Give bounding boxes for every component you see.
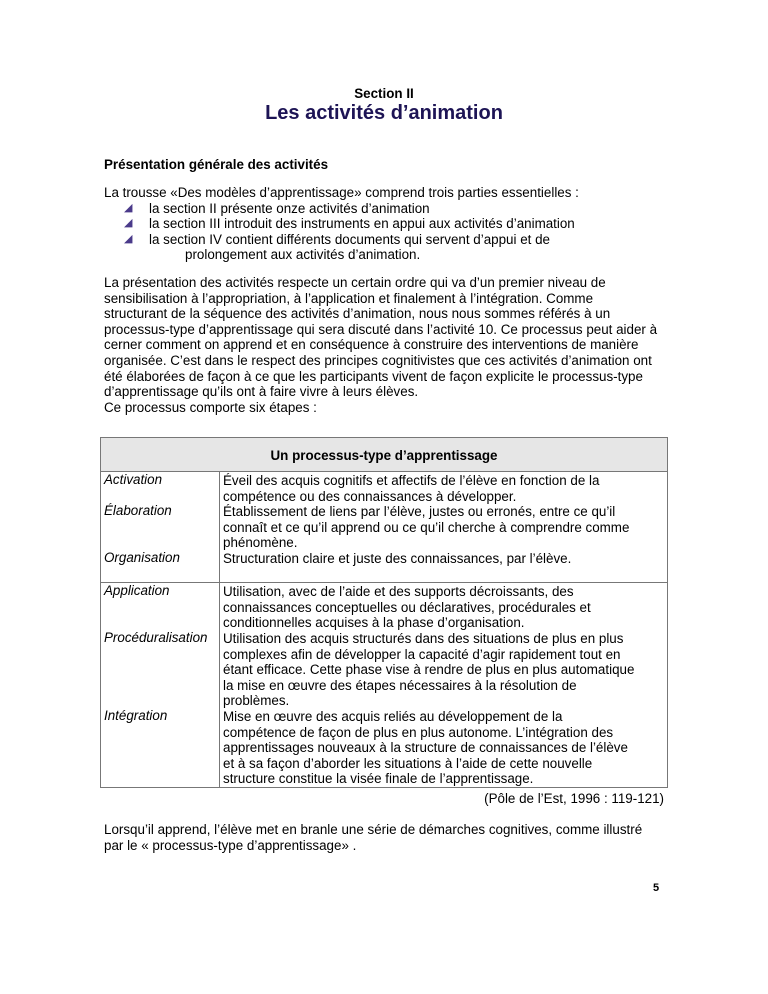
list-item	[124, 201, 664, 217]
term-proceduralisation: Procéduralisation	[104, 629, 208, 645]
bullet-text: la section IV contient différents documents qui servent d’appui et de	[149, 231, 550, 247]
term-activation: Activation	[104, 472, 163, 487]
description-line: problèmes.	[223, 693, 290, 709]
description-line: Utilisation des acquis structurés dans des situations de plus en plus	[223, 630, 624, 646]
term-application: Application	[104, 583, 170, 599]
page-title: Les activités d’animation	[265, 102, 503, 124]
description-line: Établissement de liens par l’élève, justes ou erronés, entre ce qu’il	[223, 504, 616, 520]
description-line: complexes afin de développer la capacité d’agir rapidement tout en	[223, 646, 621, 662]
subheading: Présentation générale des activités	[104, 157, 329, 172]
list-item	[124, 216, 664, 232]
paragraph-text: La présentation des activités respecte un certain ordre qui va d’un premier niveau de sensibilisation à l’appropriation, à l’application et finalement à l’intégration. Comme structurant de la séquence des activités d’animation, nous nous sommes référés à un processus-type d’apprentissage qui sera discuté dans l’activité 10. Ce processus peut aider à cerner comment on apprend et en conséquence à construire des interventions de manière organisée. C’est dans le respect des principes cognitivistes que ces activités d’animation ont été élaborées de façon à ce que les participants vivent de façon explicite le processus-type d’apprentissage qu’ils ont à faire vivre à leurs élèves.	[104, 275, 658, 400]
arrow-bullet-icon: ◢	[124, 201, 133, 214]
term-cell	[101, 583, 220, 788]
bullet-continuation: prolongement aux activités d’animation.	[185, 247, 421, 263]
description-line: conditionnelles acquises à la phase d’organisation.	[223, 615, 525, 631]
arrow-bullet-icon: ◢	[124, 217, 133, 230]
description-cell	[220, 583, 668, 788]
closing-paragraph: Lorsqu’il apprend, l’élève met en branle une série de démarches cognitives, comme illustré par le « processus-type d’apprentissage» .	[104, 822, 643, 853]
term-organisation: Organisation	[104, 549, 180, 565]
description-line: Structuration claire et juste des connaissances, par l’élève.	[223, 550, 572, 566]
description-line: apprentissages nouveaux à la structure de connaissances de l’élève	[223, 740, 628, 756]
section-label: Section II	[354, 86, 414, 101]
table-title: Un processus-type d’apprentissage	[101, 438, 668, 472]
table-row	[101, 472, 668, 583]
process-table	[100, 437, 668, 788]
description-line: Mise en œuvre des acquis reliés au développement de la	[223, 708, 563, 724]
bullet-list	[104, 201, 664, 263]
bullet-text: la section III introduit des instruments en appui aux activités d’animation	[149, 216, 575, 232]
description-line: structure constitue la visée finale de l’apprentissage.	[223, 771, 534, 787]
intro-text: La trousse «Des modèles d’apprentissage» comprend trois parties essentielles :	[104, 185, 579, 200]
term-integration: Intégration	[104, 707, 168, 723]
page-number: 5	[653, 882, 660, 894]
description-line: et à sa façon d’aborder les situations à l’aide de cette nouvelle	[223, 755, 593, 771]
intro-block	[104, 185, 664, 263]
list-item	[124, 232, 664, 263]
citation: (Pôle de l’Est, 1996 : 119-121)	[484, 791, 664, 806]
description-line: Utilisation, avec de l’aide et des supports décroissants, des	[223, 584, 574, 600]
arrow-bullet-icon: ◢	[124, 232, 133, 245]
body-paragraph	[104, 275, 659, 415]
description-line: connaît et ce qu’il apprend ou ce qu’il cherche à comprendre comme	[223, 519, 630, 535]
paragraph-end: Ce processus comporte six étapes :	[104, 399, 317, 415]
description-line: connaissances conceptuelles ou déclaratives, procédurales et	[223, 599, 591, 615]
description-line: compétence de façon de plus en plus autonome. L’intégration des	[223, 724, 614, 740]
description-line: la mise en œuvre des étapes nécessaires à la résolution de	[223, 677, 577, 693]
bullet-text: la section II présente onze activités d’animation	[149, 200, 430, 216]
term-elaboration: Élaboration	[104, 503, 172, 519]
description-line: phénomène.	[223, 535, 298, 551]
description-cell	[220, 472, 668, 583]
table-row	[101, 583, 668, 788]
term-cell	[101, 472, 220, 583]
description-line: Éveil des acquis cognitifs et affectifs de l’élève en fonction de la	[223, 473, 600, 488]
description-line: étant efficace. Cette phase vise à rendre de plus en plus automatique	[223, 662, 635, 678]
description-line: compétence ou des connaissances à développer.	[223, 488, 517, 504]
